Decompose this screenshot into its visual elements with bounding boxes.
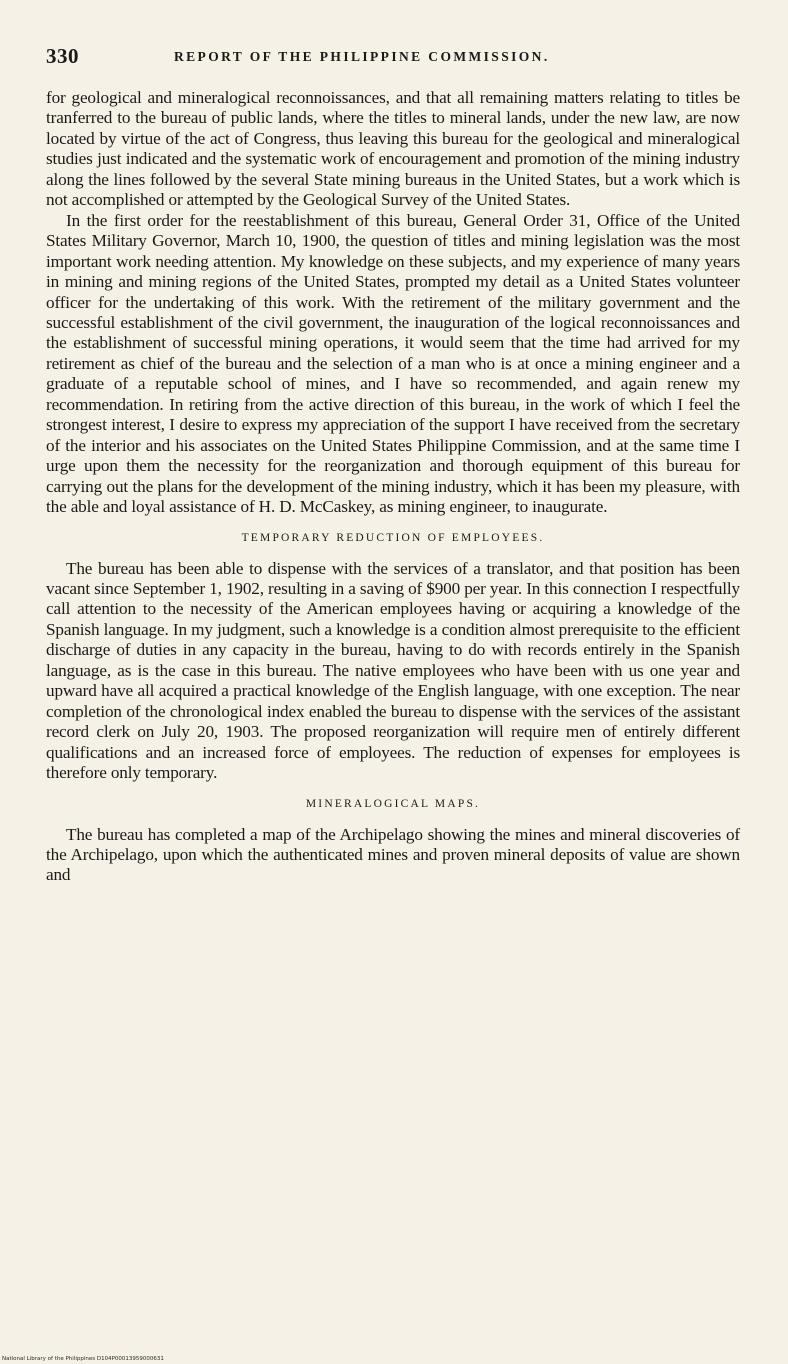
running-title: REPORT OF THE PHILIPPINE COMMISSION. bbox=[174, 49, 550, 64]
document-page bbox=[46, 44, 740, 886]
page-number: 330 bbox=[46, 44, 79, 68]
paragraph-titles-transfer: for geological and mineralogical reconnoissances, and that all remaining matters relating to titles be tranferred to the bureau of public lands, where the titles to mineral lands, under the new law, are now located by virtue of the act of Congress, thus leaving this bureau for the geological and mineralogical studies just indicated and the systematic work of encouragement and promotion of the mining industry along the lines followed by the several State mining bureaus in the United States, but a work which is not accomplished or attempted by the Geological Survey of the United States. bbox=[46, 88, 740, 210]
section-heading-mineralogical-maps: MINERALOGICAL MAPS. bbox=[305, 797, 481, 810]
running-header bbox=[46, 44, 740, 74]
paragraph-maps: The bureau has completed a map of the Archipelago showing the mines and mineral discoveries of the Archipelago, upon which the authenticated mines and proven mineral deposits of value are shown and bbox=[46, 824, 740, 885]
scan-footer-note: National Library of the Philippines D104P00013959000631 bbox=[2, 1356, 164, 1362]
paragraph-retirement: In the first order for the reestablishment of this bureau, General Order 31, Office of the United States Military Governor, March 10, 1900, the question of titles and mining legislation was the most important work needing attention. My knowledge on these subjects, and my experience of many years in mining and mining regions of the United States, prompted my detail as a United States volunteer officer for the undertaking of this work. With the retirement of the military government and the successful establishment of the civil government, the inauguration of the logical reconnoissances and the establishment of successful mining operations, it would seem that the time had arrived for my retirement as chief of the bureau and the selection of a man who is at once a mining engineer and a graduate of a reputable school of mines, and I have so recommended, and again renew my recommendation. In retiring from the active direction of this bureau, in the work of which I feel the strongest interest, I desire to express my appreciation of the support I have received from the secretary of the interior and his associates on the United States Philippine Commission, and at the same time I urge upon them the necessity for the reorganization and thorough equipment of this bureau for carrying out the plans for the development of the mining industry, which it has been my pleasure, with the able and loyal assistance of H. D. McCaskey, as mining engineer, to inaugurate. bbox=[46, 210, 740, 517]
section-heading-temporary-reduction: TEMPORARY REDUCTION OF EMPLOYEES. bbox=[241, 531, 545, 544]
paragraph-employees: The bureau has been able to dispense with the services of a translator, and that position has been vacant since September 1, 1902, resulting in a saving of $900 per year. In this connection I respectfully call attention to the necessity of the American employees having or acquiring a knowledge of the Spanish language. In my judgment, such a knowledge is a condition almost prerequisite to the efficient discharge of duties in any capacity in the bureau, having to do with records entirely in the Spanish language, as is the case in this bureau. The native employees who have been with us one year and upward have all acquired a practical knowledge of the English language, with one exception. The near completion of the chronological index enabled the bureau to dispense with the services of the assistant record clerk on July 20, 1903. The proposed reorganization will require men of entirely different qualifications and an increased force of employees. The reduction of expenses for employees is therefore only temporary. bbox=[46, 558, 740, 783]
